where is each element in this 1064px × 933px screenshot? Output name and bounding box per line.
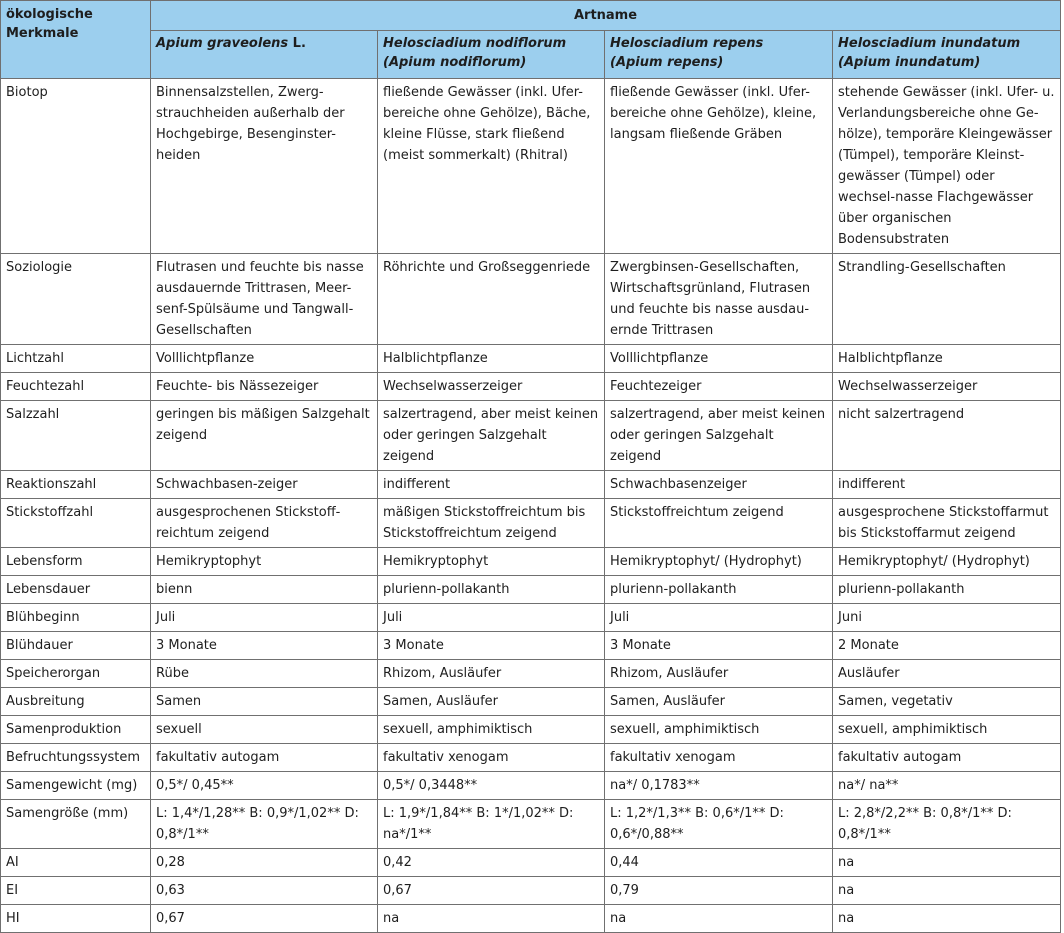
table-cell: Binnensalzstellen, Zwerg-strauchheiden außerhalb der Hochgebirge, Besenginster-heiden	[151, 79, 378, 254]
table-cell: na*/ na**	[833, 772, 1061, 800]
table-cell: Schwachbasenzeiger	[605, 471, 833, 499]
table-cell: Röhrichte und Großseggenriede	[378, 254, 605, 345]
table-cell: Volllichtpflanze	[605, 345, 833, 373]
table-cell: 0,5*/ 0,45**	[151, 772, 378, 800]
table-cell: Hemikryptophyt/ (Hydrophyt)	[605, 548, 833, 576]
table-cell: geringen bis mäßigen Salzgehalt zeigend	[151, 401, 378, 471]
table-row	[1, 401, 1061, 471]
table-row	[1, 660, 1061, 688]
table-cell: Samen, Ausläufer	[605, 688, 833, 716]
table-cell: Flutrasen und feuchte bis nasse ausdauernde Trittrasen, Meer-senf-Spülsäume und Tangwall-Gesellschaften	[151, 254, 378, 345]
row-label: Salzzahl	[1, 401, 151, 471]
table-cell: na	[378, 905, 605, 933]
table-body	[1, 79, 1061, 933]
table-cell: Stickstoffreichtum zeigend	[605, 499, 833, 548]
table-cell: Rhizom, Ausläufer	[378, 660, 605, 688]
table-row	[1, 772, 1061, 800]
table-cell: nicht salzertragend	[833, 401, 1061, 471]
row-label: Speicherorgan	[1, 660, 151, 688]
table-cell: fakultativ autogam	[833, 744, 1061, 772]
table-cell: Hemikryptophyt/ (Hydrophyt)	[833, 548, 1061, 576]
table-cell: fließende Gewässer (inkl. Ufer-bereiche ohne Gehölze), kleine, langsam fließende Gräben	[605, 79, 833, 254]
table-cell: na*/ 0,1783**	[605, 772, 833, 800]
table-row	[1, 373, 1061, 401]
species-authority: L.	[288, 36, 306, 51]
species-synonym: (Apium repens)	[610, 55, 724, 70]
table-cell: Halblichtpflanze	[378, 345, 605, 373]
row-label: Lebensdauer	[1, 576, 151, 604]
table-cell: 3 Monate	[605, 632, 833, 660]
row-label: Samenproduktion	[1, 716, 151, 744]
table-cell: Schwachbasen-zeiger	[151, 471, 378, 499]
table-cell: 0,5*/ 0,3448**	[378, 772, 605, 800]
corner-header: ökologische Merkmale	[1, 1, 151, 79]
row-label: Soziologie	[1, 254, 151, 345]
table-row	[1, 604, 1061, 632]
table-cell: indifferent	[833, 471, 1061, 499]
table-cell: sexuell, amphimiktisch	[833, 716, 1061, 744]
table-cell: 2 Monate	[833, 632, 1061, 660]
table-cell: Feuchte- bis Nässezeiger	[151, 373, 378, 401]
table-cell: L: 1,4*/1,28** B: 0,9*/1,02** D: 0,8*/1**	[151, 800, 378, 849]
table-cell: L: 1,9*/1,84** B: 1*/1,02** D: na*/1**	[378, 800, 605, 849]
table-cell: bienn	[151, 576, 378, 604]
table-cell: fakultativ autogam	[151, 744, 378, 772]
table-cell: Zwergbinsen-Gesellschaften, Wirtschaftsgrünland, Flutrasen und feuchte bis nasse ausdau-ernde Trittrasen	[605, 254, 833, 345]
table-row	[1, 471, 1061, 499]
table-cell: 3 Monate	[151, 632, 378, 660]
table-row	[1, 716, 1061, 744]
table-cell: stehende Gewässer (inkl. Ufer- u. Verlandungsbereiche ohne Ge-hölze), temporäre Kleingewässer (Tümpel), temporäre Kleinst-gewässer (Tümpel) oder wechsel-nasse Flachgewässer über organischen Bodensubstraten	[833, 79, 1061, 254]
table-cell: L: 2,8*/2,2** B: 0,8*/1** D: 0,8*/1**	[833, 800, 1061, 849]
table-row	[1, 877, 1061, 905]
species-header-row	[1, 31, 1061, 79]
species-synonym: (Apium nodiflorum)	[383, 55, 527, 70]
table-cell: ausgesprochene Stickstoffarmut bis Stickstoffarmut zeigend	[833, 499, 1061, 548]
table-cell: Samen, vegetativ	[833, 688, 1061, 716]
table-row	[1, 79, 1061, 254]
table-row	[1, 905, 1061, 933]
table-cell: plurienn-pollakanth	[378, 576, 605, 604]
table-cell: Wechselwasserzeiger	[378, 373, 605, 401]
table-cell: 0,63	[151, 877, 378, 905]
table-cell: salzertragend, aber meist keinen oder geringen Salzgehalt zeigend	[605, 401, 833, 471]
table-cell: sexuell, amphimiktisch	[378, 716, 605, 744]
table-row	[1, 800, 1061, 849]
table-cell: salzertragend, aber meist keinen oder geringen Salzgehalt zeigend	[378, 401, 605, 471]
table-cell: Rhizom, Ausläufer	[605, 660, 833, 688]
group-header: Artname	[151, 1, 1061, 31]
table-cell: 0,42	[378, 849, 605, 877]
row-label: Stickstoffzahl	[1, 499, 151, 548]
table-cell: na	[605, 905, 833, 933]
table-cell: 0,67	[378, 877, 605, 905]
table-row	[1, 688, 1061, 716]
table-row	[1, 345, 1061, 373]
table-row	[1, 576, 1061, 604]
table-cell: Halblichtpflanze	[833, 345, 1061, 373]
row-label: Ausbreitung	[1, 688, 151, 716]
table-cell: Samen	[151, 688, 378, 716]
row-label: EI	[1, 877, 151, 905]
row-label: Biotop	[1, 79, 151, 254]
table-cell: 3 Monate	[378, 632, 605, 660]
table-cell: na	[833, 877, 1061, 905]
table-cell: Rübe	[151, 660, 378, 688]
table-row	[1, 254, 1061, 345]
table-cell: Volllichtpflanze	[151, 345, 378, 373]
table-cell: mäßigen Stickstoffreichtum bis Stickstoffreichtum zeigend	[378, 499, 605, 548]
table-cell: 0,28	[151, 849, 378, 877]
species-name: Helosciadium nodiflorum	[383, 36, 567, 51]
table-row	[1, 744, 1061, 772]
table-cell: Juli	[378, 604, 605, 632]
table-row	[1, 849, 1061, 877]
table-row	[1, 499, 1061, 548]
table-cell: 0,67	[151, 905, 378, 933]
table-cell: Ausläufer	[833, 660, 1061, 688]
row-label: Befruchtungssystem	[1, 744, 151, 772]
row-label: Feuchtezahl	[1, 373, 151, 401]
table-cell: sexuell	[151, 716, 378, 744]
table-cell: L: 1,2*/1,3** B: 0,6*/1** D: 0,6*/0,88**	[605, 800, 833, 849]
species-name: Helosciadium inundatum	[838, 36, 1021, 51]
table-cell: Hemikryptophyt	[378, 548, 605, 576]
table-cell: Samen, Ausläufer	[378, 688, 605, 716]
row-label: Reaktionszahl	[1, 471, 151, 499]
table-cell: Hemikryptophyt	[151, 548, 378, 576]
table-cell: 0,44	[605, 849, 833, 877]
table-cell: fließende Gewässer (inkl. Ufer-bereiche ohne Gehölze), Bäche, kleine Flüsse, stark fließend (meist sommerkalt) (Rhitral)	[378, 79, 605, 254]
table-cell: plurienn-pollakanth	[833, 576, 1061, 604]
table-cell: Wechselwasserzeiger	[833, 373, 1061, 401]
row-label: Blühdauer	[1, 632, 151, 660]
table-row	[1, 632, 1061, 660]
row-label: HI	[1, 905, 151, 933]
table-cell: indifferent	[378, 471, 605, 499]
table-cell: Juli	[151, 604, 378, 632]
row-label: AI	[1, 849, 151, 877]
table-cell: plurienn-pollakanth	[605, 576, 833, 604]
row-label: Lebensform	[1, 548, 151, 576]
species-header	[605, 31, 833, 79]
table-cell: Strandling-Gesellschaften	[833, 254, 1061, 345]
table-cell: Feuchtezeiger	[605, 373, 833, 401]
table-row	[1, 548, 1061, 576]
species-header	[378, 31, 605, 79]
species-header	[151, 31, 378, 79]
species-name: Apium graveolens	[156, 36, 289, 51]
table-cell: Juni	[833, 604, 1061, 632]
row-label: Lichtzahl	[1, 345, 151, 373]
row-label: Blühbeginn	[1, 604, 151, 632]
table-cell: na	[833, 849, 1061, 877]
table-cell: ausgesprochenen Stickstoff-reichtum zeigend	[151, 499, 378, 548]
table-cell: Juli	[605, 604, 833, 632]
species-synonym: (Apium inundatum)	[838, 55, 981, 70]
table-cell: na	[833, 905, 1061, 933]
row-label: Samengröße (mm)	[1, 800, 151, 849]
species-name: Helosciadium repens	[610, 36, 764, 51]
table-cell: fakultativ xenogam	[378, 744, 605, 772]
species-header	[833, 31, 1061, 79]
row-label: Samengewicht (mg)	[1, 772, 151, 800]
table-cell: 0,79	[605, 877, 833, 905]
table-cell: fakultativ xenogam	[605, 744, 833, 772]
table-cell: sexuell, amphimiktisch	[605, 716, 833, 744]
